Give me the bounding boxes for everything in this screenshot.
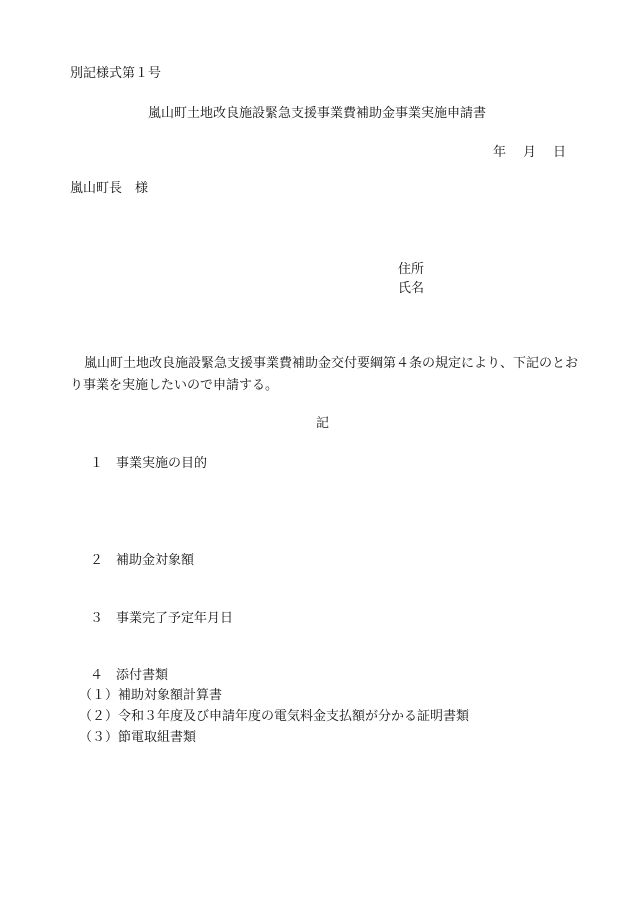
item-subsidy-amount: ２ 補助金対象額 (90, 553, 195, 568)
item-completion-date: ３ 事業完了予定年月日 (90, 611, 234, 626)
attachment-item: （１）補助対象額計算書 (79, 688, 223, 703)
addressee: 嵐山町長 様 (70, 181, 149, 196)
applicant-address-label: 住所 (398, 262, 425, 277)
date-line: 年 月 日 (493, 145, 569, 160)
attachment-item: （３）節電取組書類 (79, 730, 197, 745)
item-purpose: １ 事業実施の目的 (90, 456, 208, 471)
form-label: 別記様式第１号 (70, 66, 162, 81)
ki-heading: 記 (316, 416, 330, 431)
applicant-name-label: 氏名 (398, 281, 425, 296)
document-title: 嵐山町土地改良施設緊急支援事業費補助金事業実施申請書 (148, 106, 487, 121)
item-attachments: ４ 添付書類 (90, 668, 169, 683)
body-paragraph: 嵐山町土地改良施設緊急支援事業費補助金交付要綱第４条の規定により、下記のとおり事業を実施したいので申請する。 (70, 356, 579, 393)
attachment-item: （２）令和３年度及び申請年度の電気料金支払額が分かる証明書類 (79, 709, 470, 724)
